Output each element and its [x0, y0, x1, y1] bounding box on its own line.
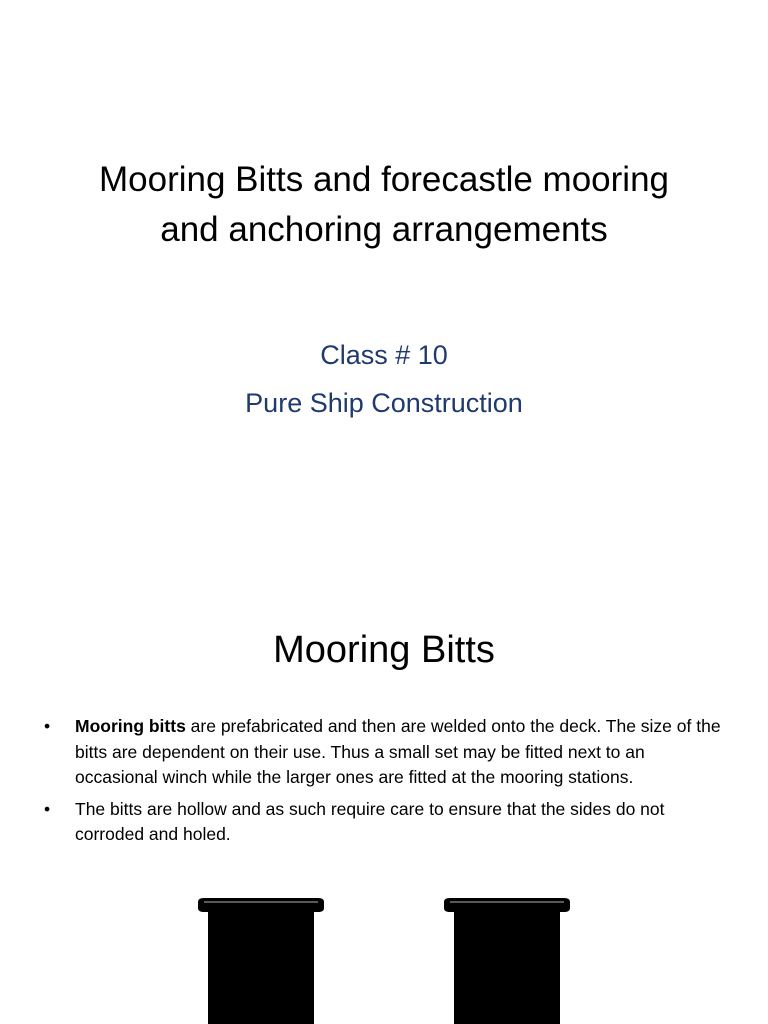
bullet-icon: •	[44, 716, 51, 736]
slide-title: Mooring Bitts	[273, 629, 495, 671]
bold-term: Mooring bitts	[75, 716, 186, 736]
content-slide	[0, 576, 768, 1024]
bullet-item	[40, 797, 730, 848]
course-name: Pure Ship Construction	[245, 388, 523, 418]
right-bitt-icon	[444, 898, 570, 1024]
left-bitt-icon	[198, 898, 324, 1024]
bullet-text: The bitts are hollow and as such require care to ensure that the sides do not corroded and holed.	[75, 798, 665, 844]
class-number: Class # 10	[320, 340, 448, 370]
bullet-icon: •	[44, 798, 51, 819]
bullet-item	[40, 714, 730, 791]
page-title: Mooring Bitts and forecastle mooring and anchoring arrangements	[99, 160, 669, 249]
bullet-text: are prefabricated and then are welded onto the deck. The size of the bitts are dependent on their use. Thus a small set may be fitted next to an occasional winch while the larger ones are fitted at the mooring stations.	[75, 716, 721, 787]
subtitle	[84, 331, 684, 427]
mooring-bitts-illustration-icon	[190, 898, 590, 1024]
bullet-list	[40, 714, 730, 854]
